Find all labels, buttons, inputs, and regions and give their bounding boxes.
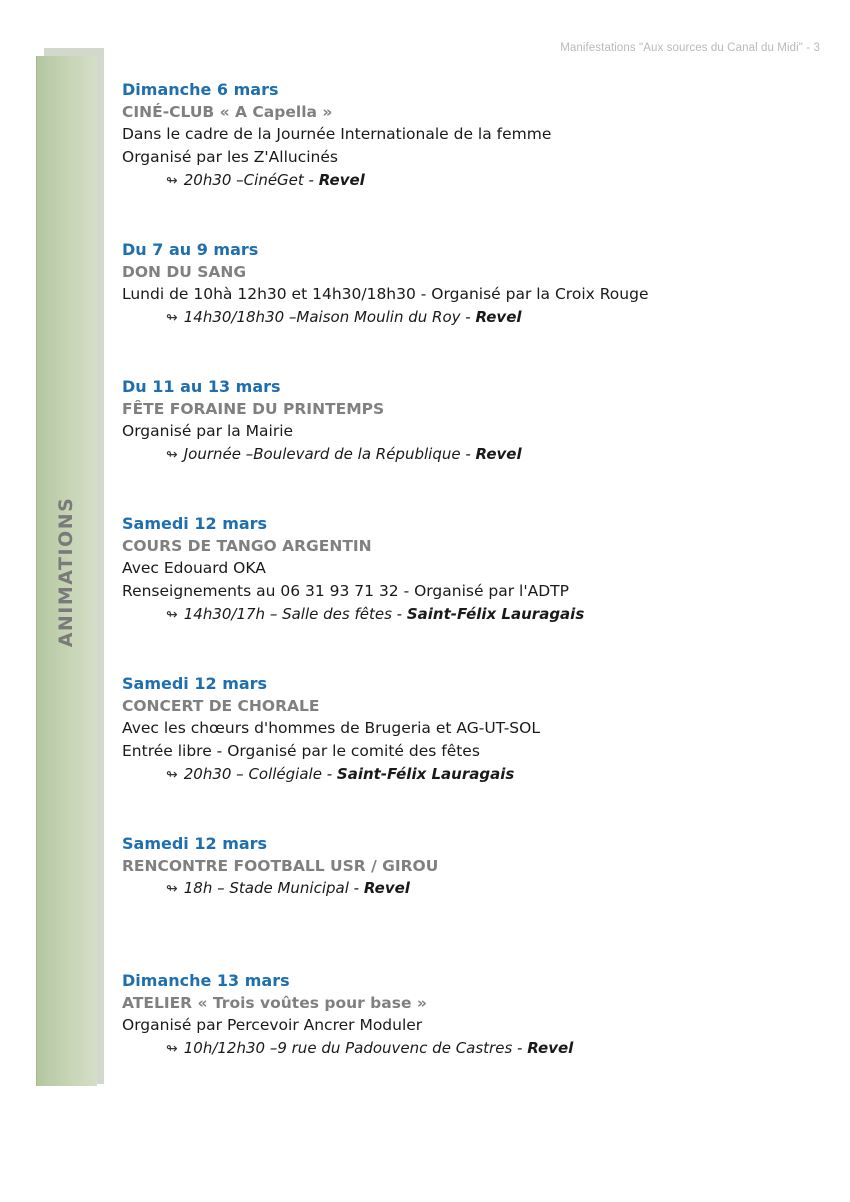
event-title: DON DU SANG [122, 263, 247, 281]
event-time-place: 14h30/17h – Salle des fêtes - [183, 605, 407, 623]
event-date: Dimanche 6 mars [122, 80, 279, 99]
event-detail: Dans le cadre de la Journée Internationale de la femme [122, 125, 552, 143]
location-arrow-icon: ↬ [166, 881, 178, 897]
event-date: Samedi 12 mars [122, 674, 268, 693]
event-detail: Organisé par les Z'Allucinés [122, 148, 338, 166]
event-location [122, 603, 822, 627]
event-town: Revel [475, 308, 522, 326]
event-date: Du 11 au 13 mars [122, 377, 281, 396]
location-arrow-icon: ↬ [166, 607, 178, 623]
event-detail: Lundi de 10hà 12h30 et 14h30/18h30 - Organisé par la Croix Rouge [122, 285, 649, 303]
event-title: CINÉ-CLUB « A Capella » [122, 103, 333, 121]
event-item [122, 376, 822, 513]
event-time-place: Journée –Boulevard de la République - [183, 445, 476, 463]
event-location [122, 1037, 822, 1061]
event-item [122, 673, 822, 833]
location-arrow-icon: ↬ [166, 173, 178, 189]
event-town: Saint-Félix Lauragais [406, 605, 585, 623]
event-title: COURS DE TANGO ARGENTIN [122, 537, 372, 555]
page-header: Manifestations "Aux sources du Canal du Midi" - 3 [560, 42, 820, 54]
event-location [122, 877, 822, 901]
event-date: Samedi 12 mars [122, 514, 268, 533]
event-title: ATELIER « Trois voûtes pour base » [122, 994, 427, 1012]
event-detail: Avec Edouard OKA [122, 559, 266, 577]
event-item [122, 239, 822, 376]
event-date: Samedi 12 mars [122, 834, 268, 853]
events-list [122, 79, 822, 1061]
event-time-place: 20h30 –CinéGet - [183, 171, 319, 189]
event-item [122, 79, 822, 239]
event-time-place: 20h30 – Collégiale - [183, 765, 337, 783]
event-title: FÊTE FORAINE DU PRINTEMPS [122, 400, 385, 418]
event-time-place: 14h30/18h30 –Maison Moulin du Roy - [183, 308, 476, 326]
event-detail: Organisé par la Mairie [122, 422, 294, 440]
section-label: ANIMATIONS [55, 496, 77, 648]
event-title: RENCONTRE FOOTBALL USR / GIROU [122, 857, 439, 875]
event-location [122, 306, 822, 330]
event-detail: Avec les chœurs d'hommes de Brugeria et AG-UT-SOL [122, 719, 540, 737]
event-item [122, 833, 822, 970]
event-time-place: 18h – Stade Municipal - [183, 879, 364, 897]
event-town: Revel [318, 171, 365, 189]
event-item [122, 970, 822, 1061]
event-time-place: 10h/12h30 –9 rue du Padouvenc de Castres - [183, 1039, 528, 1057]
event-location [122, 169, 822, 193]
location-arrow-icon: ↬ [166, 447, 178, 463]
event-town: Saint-Félix Lauragais [336, 765, 515, 783]
event-town: Revel [475, 445, 522, 463]
event-detail: Renseignements au 06 31 93 71 32 - Organisé par l'ADTP [122, 582, 569, 600]
event-item [122, 513, 822, 673]
location-arrow-icon: ↬ [166, 310, 178, 326]
event-location [122, 443, 822, 467]
event-date: Du 7 au 9 mars [122, 240, 259, 259]
location-arrow-icon: ↬ [166, 1041, 178, 1057]
event-detail: Entrée libre - Organisé par le comité des fêtes [122, 742, 480, 760]
event-detail: Organisé par Percevoir Ancrer Moduler [122, 1016, 423, 1034]
event-town: Revel [527, 1039, 574, 1057]
event-location [122, 763, 822, 787]
event-town: Revel [363, 879, 410, 897]
event-date: Dimanche 13 mars [122, 971, 290, 990]
event-title: CONCERT DE CHORALE [122, 697, 320, 715]
location-arrow-icon: ↬ [166, 767, 178, 783]
